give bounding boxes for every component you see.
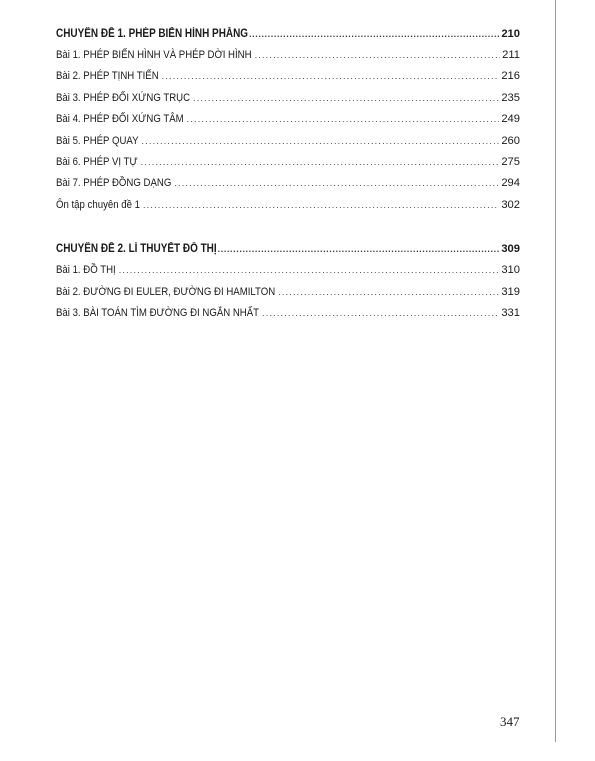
toc-entry[interactable] (56, 109, 520, 130)
toc-entry-label: Bài 4. PHÉP ĐỐI XỨNG TÂM (56, 113, 184, 126)
toc-chapter-heading[interactable] (56, 237, 520, 260)
toc-entry-page: 249 (501, 113, 520, 126)
toc-chapter-title: CHUYÊN ĐỀ 2. LÍ THUYẾT ĐỒ THỊ (56, 242, 217, 256)
toc-entry[interactable] (56, 152, 520, 173)
dot-leader (218, 238, 500, 261)
toc-entry-page: 331 (501, 306, 520, 319)
toc-entry-page: 211 (502, 49, 520, 61)
toc-entry-page: 275 (501, 155, 520, 168)
dot-leader (143, 195, 499, 216)
dot-leader (142, 131, 500, 152)
dot-leader (187, 109, 500, 130)
toc-entry-label: Bài 3. BÀI TOÁN TÌM ĐƯỜNG ĐI NGẮN NHẤT (56, 306, 260, 319)
dot-leader (193, 88, 499, 109)
toc-entry-page: 302 (501, 198, 520, 211)
toc-entry[interactable] (56, 282, 520, 303)
dot-leader (141, 152, 500, 173)
toc-chapter-page: 309 (501, 243, 520, 256)
toc-entry[interactable] (56, 88, 520, 109)
toc-entry-page: 310 (501, 264, 520, 277)
toc-entry-page: 294 (501, 177, 520, 190)
dot-leader (119, 260, 500, 281)
toc-chapter-page: 210 (501, 28, 520, 40)
toc-entry-page: 216 (501, 70, 520, 83)
toc-entry[interactable] (56, 260, 520, 281)
toc-entry-label: Bài 6. PHÉP VỊ TỰ (56, 155, 138, 168)
toc-entry-label: Bài 2. PHÉP TỊNH TIẾN (56, 70, 159, 83)
toc-chapter-heading[interactable] (56, 22, 520, 45)
dot-leader (249, 23, 499, 46)
toc-entry-label: Bài 1. PHÉP BIẾN HÌNH VÀ PHÉP DỜI HÌNH (56, 49, 252, 61)
dot-leader (255, 45, 501, 66)
toc-entry-page: 260 (501, 134, 520, 147)
toc-entry[interactable] (56, 66, 520, 87)
toc-entry-page: 235 (501, 91, 520, 104)
page-number: 347 (500, 714, 520, 729)
toc-entry[interactable] (56, 131, 520, 152)
toc-section-2 (56, 237, 520, 324)
dot-leader (174, 173, 499, 194)
toc-section-1 (56, 22, 520, 216)
toc-entry[interactable] (56, 173, 520, 194)
toc-entry[interactable] (56, 45, 520, 66)
toc-entry[interactable] (56, 195, 520, 216)
page-edge-divider (555, 0, 556, 742)
toc-entry-label: Bài 2. ĐƯỜNG ĐI EULER, ĐƯỜNG ĐI HAMILTON (56, 285, 276, 298)
dot-leader (162, 66, 500, 87)
toc-chapter-title: CHUYÊN ĐỀ 1. PHÉP BIẾN HÌNH PHẲNG (56, 27, 249, 40)
toc-entry-label: Bài 5. PHÉP QUAY (56, 134, 139, 147)
toc-entry-label: Bài 3. PHÉP ĐỐI XỨNG TRỤC (56, 91, 191, 104)
toc-entry-label: Bài 7. PHÉP ĐỒNG DẠNG (56, 177, 172, 190)
toc-entry-label: Bài 1. ĐỒ THỊ (56, 264, 116, 277)
dot-leader (262, 303, 499, 324)
dot-leader (278, 282, 499, 303)
table-of-contents (56, 22, 520, 324)
toc-entry-page: 319 (501, 285, 520, 298)
toc-entry-label: Ôn tập chuyên đề 1 (56, 198, 140, 211)
toc-entry[interactable] (56, 303, 520, 324)
